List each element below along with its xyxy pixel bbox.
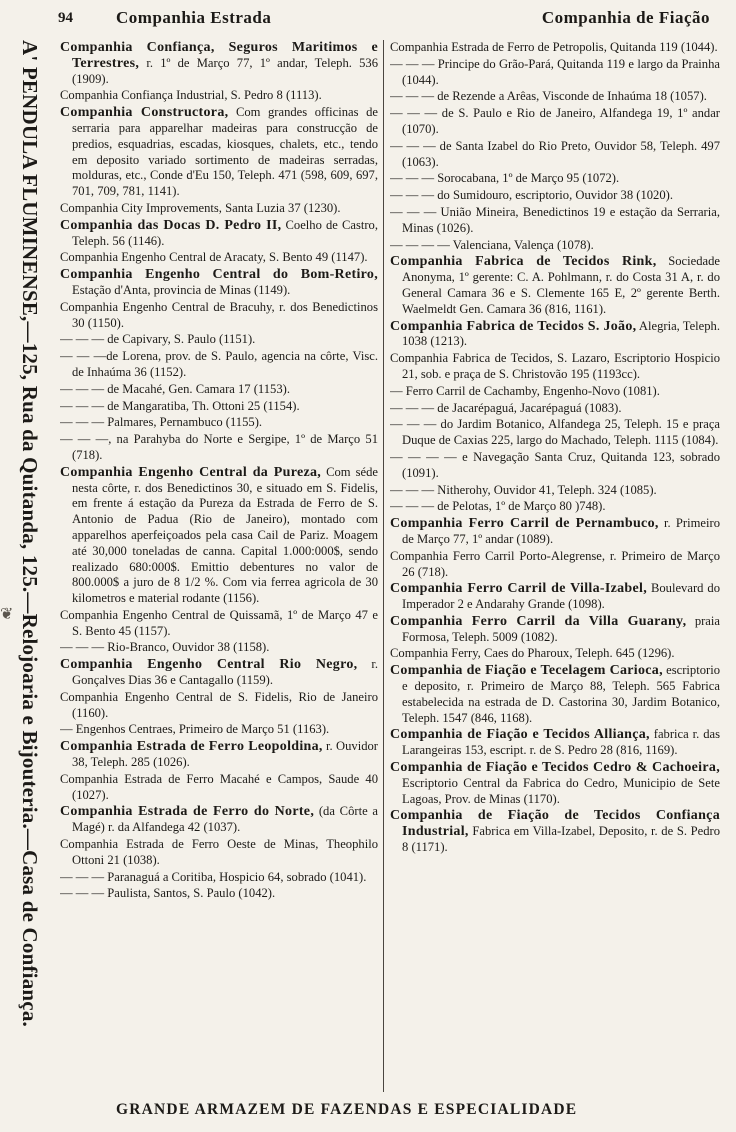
entry-text: — — — do Sumidouro, escriptorio, Ouvidor 38 (1020). — [390, 188, 673, 203]
directory-entry — [60, 739, 378, 771]
entry-text: — — —, na Parahyba do Norte e Sergipe, 1º de Março 51 (718). — [60, 432, 378, 462]
entry-text: — — — de Rezende a Arêas, Visconde de Inhaúma 18 (1057). — [390, 89, 707, 104]
directory-entry — [390, 614, 720, 646]
entry-text: Companhia Ferro Carril Porto-Alegrense, r. Primeiro de Março 26 (718). — [390, 548, 720, 579]
directory-entry — [390, 254, 720, 317]
entry-text: Companhia Estrada de Ferro Macahé e Campos, Saude 40 (1027). — [60, 771, 378, 802]
directory-entry — [60, 690, 378, 722]
entry-heading: Companhia Estrada de Ferro Leopoldina, — [60, 739, 323, 755]
entry-text: Companhia Engenho Central de S. Fidelis, Rio de Janeiro (1160). — [60, 689, 378, 720]
entry-text: Companhia Estrada de Ferro Oeste de Minas, Theophilo Ottoni 21 (1038). — [60, 837, 378, 867]
directory-entry — [60, 465, 378, 607]
entry-heading: Companhia de Fiação e Tecidos Cedro & Cachoeira, — [390, 760, 720, 776]
directory-entry — [390, 401, 720, 417]
entry-heading: Companhia Estrada de Ferro do Norte, — [60, 804, 315, 820]
directory-entry — [60, 300, 378, 332]
entry-text: Fabrica em Villa-Izabel, Deposito, r. de S. Pedro 8 (1171). — [402, 824, 720, 855]
entry-text: Companhia Confiança Industrial, S. Pedro 8 (1113). — [60, 88, 322, 103]
entry-text: Coelho de Castro, Teleph. 56 (1146). — [72, 217, 378, 248]
entry-text: Boulevard do Imperador 2 e Andarahy Grande (1098). — [402, 581, 720, 612]
entry-heading: Companhia Ferro Carril de Villa-Izabel, — [390, 581, 647, 597]
directory-entry — [60, 201, 378, 217]
entry-text: Companhia Fabrica de Tecidos, S. Lazaro, Escriptorio Hospicio 21, sob. e praça de S. Christovão 195 (1193cc). — [390, 351, 720, 381]
entry-heading: Companhia Fabrica de Tecidos Rink, — [390, 254, 657, 270]
entry-heading: Companhia Fabrica de Tecidos S. João, — [390, 318, 637, 334]
entry-text: Sociedade Anonyma, 1º gerente: C. A. Pohlmann, r. do Costa 31 A, r. do General Camara 36 e S. Clemente 165 E, 2º gerente Berth. Waelmeldt Gen. Camara 36 (816, 1161). — [402, 254, 720, 316]
entry-text: Companhia Engenho Central de Aracaty, S. Bento 49 (1147). — [60, 250, 368, 265]
entry-text: r. Ouvidor 38, Teleph. 285 (1026). — [72, 739, 378, 770]
entry-text: r. 1º de Março 77, 1º andar, Teleph. 536 (1909). — [72, 55, 378, 86]
entry-text: r. Primeiro de Março 77, 1º andar (1089). — [402, 516, 720, 546]
directory-entry — [60, 870, 378, 886]
entry-text: praia Formosa, Teleph. 5009 (1082). — [402, 613, 720, 644]
entry-heading: Companhia Ferro Carril de Pernambuco, — [390, 516, 659, 532]
directory-entry — [390, 89, 720, 105]
directory-entry — [390, 40, 720, 56]
directory-entry — [60, 415, 378, 431]
directory-entry — [390, 808, 720, 855]
directory-entry — [60, 640, 378, 656]
entry-heading: Companhia Constructora, — [60, 105, 229, 121]
directory-entry — [390, 188, 720, 204]
entry-text: escriptorio e deposito, r. Primeiro de Março 88, Teleph. 565 Fabrica estabelecida na estrada de D. Castorina 30, Jardim Botanico, Teleph. 1547 (846, 1168). — [402, 663, 720, 725]
footer-advert: GRANDE ARMAZEM DE FAZENDAS E ESPECIALIDADE — [116, 1101, 578, 1118]
directory-entry — [390, 760, 720, 807]
directory-entry — [390, 499, 720, 515]
directory-entry — [390, 450, 720, 482]
entry-text: Companhia Ferry, Caes do Pharoux, Teleph. 645 (1296). — [390, 646, 675, 661]
directory-entry — [60, 105, 378, 200]
column-divider — [383, 40, 384, 1092]
entry-heading: Companhia Engenho Central Rio Negro, — [60, 657, 358, 673]
entry-text: Com séde nesta côrte, r. dos Benedictinos 30, e situado em S. Fidelis, em frente á estação da Pureza da Estrada de Ferro de S. Antonio de Padua (Rio de Janeiro), montado com apparelhos aperfeiçoados pela casa Cail de Pariz. Moagem até 30,000 toneladas de canna. Capital 1.000:000$, sendo realizado 680:000$. Emittio debentures no valor de 800.000$ a juro de 8 1/2 %. Com via ferrea agricola de 30 kilometros e material rodante (1156). — [72, 464, 378, 606]
directory-entry — [60, 722, 378, 738]
entry-text: — — — União Mineira, Benedictinos 19 e estação da Serraria, Minas (1026). — [390, 204, 720, 235]
directory-entry — [60, 250, 378, 266]
directory-entry — [390, 646, 720, 662]
entry-heading: Companhia Engenho Central da Pureza, — [60, 464, 322, 480]
ornament-icon: ❦ — [0, 604, 14, 623]
entry-text: Escriptorio Central da Fabrica do Cedro, Municipio de Sete Lagoas, Prov. de Minas (1170). — [402, 775, 720, 806]
entry-text: — — — de S. Paulo e Rio de Janeiro, Alfandega 19, 1º andar (1070). — [390, 106, 720, 136]
left-column — [60, 40, 378, 1088]
entry-text: — — — de Macahé, Gen. Camara 17 (1153). — [60, 381, 290, 396]
directory-entry — [390, 205, 720, 237]
entry-heading: Companhia de Fiação de Tecidos Confiança Industrial, — [390, 808, 720, 840]
directory-entry — [390, 663, 720, 726]
directory-entry — [60, 886, 378, 902]
entry-text: r. Gonçalves Dias 36 e Cantagallo (1159). — [72, 657, 378, 688]
directory-entry — [390, 581, 720, 613]
directory-entry — [390, 384, 720, 400]
entry-text: — — — Paulista, Santos, S. Paulo (1042). — [60, 886, 276, 901]
sidebar-advert — [10, 40, 50, 1090]
entry-text: — — —de Lorena, prov. de S. Paulo, agencia na côrte, Visc. de Inhaúma 36 (1152). — [60, 349, 378, 379]
directory-entry — [390, 417, 720, 449]
entry-text: — — — — e Navegação Santa Cruz, Quitanda 123, sobrado (1091). — [390, 449, 720, 480]
directory-entry — [60, 432, 378, 464]
directory-entry — [390, 106, 720, 138]
directory-entry — [60, 772, 378, 804]
entry-text: — Engenhos Centraes, Primeiro de Março 51 (1163). — [60, 722, 330, 737]
directory-entry — [390, 238, 720, 254]
right-column — [390, 40, 720, 1088]
entry-text: — — — de Capivary, S. Paulo (1151). — [60, 332, 256, 347]
entry-heading: Companhia Ferro Carril da Villa Guarany, — [390, 613, 687, 629]
entry-text: — — — Nitherohy, Ouvidor 41, Teleph. 324 (1085). — [390, 482, 657, 497]
directory-entry — [390, 727, 720, 759]
entry-text: — — — do Jardim Botanico, Alfandega 25, Teleph. 15 e praça Duque de Caxias 225, largo do Machado, Teleph. 1115 (1084). — [390, 417, 720, 448]
entry-text: — — — Sorocabana, 1º de Março 95 (1072). — [390, 171, 620, 186]
directory-entry — [390, 351, 720, 383]
entry-text: — Ferro Carril de Cachamby, Engenho-Novo (1081). — [390, 383, 660, 398]
entry-text: — — — Rio-Branco, Ouvidor 38 (1158). — [60, 640, 270, 655]
entry-text: — — — de Mangaratiba, Th. Ottoni 25 (1154). — [60, 398, 300, 413]
entry-heading: Companhia de Fiação e Tecelagem Carioca, — [390, 663, 663, 679]
entry-text: — — — Paranaguá a Coritiba, Hospicio 64, sobrado (1041). — [60, 869, 367, 884]
entry-heading: Companhia das Docas D. Pedro II, — [60, 217, 282, 233]
entry-heading: Companhia Confiança, Seguros Maritimos e Terrestres, — [60, 40, 378, 71]
entry-text: Companhia Engenho Central de Bracuhy, r. dos Benedictinos 30 (1150). — [60, 299, 378, 330]
entry-text: — — — — Valenciana, Valença (1078). — [390, 237, 594, 252]
directory-entry — [390, 139, 720, 171]
directory-entry — [60, 382, 378, 398]
entry-text: — — — de Santa Izabel do Rio Preto, Ouvidor 58, Teleph. 497 (1063). — [390, 138, 720, 169]
header-left-title: Companhia Estrada — [116, 8, 272, 27]
entry-text: — — — de Jacarépaguá, Jacarépaguá (1083). — [390, 400, 622, 415]
header-right-title: Companhia de Fiação — [541, 8, 710, 27]
entry-text: Estação d'Anta, provincia de Minas (1149). — [72, 282, 291, 297]
sidebar-advert-text: A' PENDULA FLUMINENSE,—125, Rua da Quitanda, 125.—Relojoaria e Bijouteria.—Casa de Confiança. — [18, 40, 42, 1027]
page-number: 94 — [58, 10, 73, 26]
directory-entry — [60, 608, 378, 640]
directory-entry — [60, 267, 378, 299]
directory-entry — [60, 88, 378, 104]
directory-entry — [60, 657, 378, 689]
directory-entry — [390, 483, 720, 499]
entry-text: Companhia Engenho Central de Quissamã, 1º de Março 47 e S. Bento 45 (1157). — [60, 607, 378, 638]
entry-heading: Companhia de Fiação e Tecidos Alliança, — [390, 727, 650, 743]
directory-entry — [60, 40, 378, 87]
entry-text: — — — Palmares, Pernambuco (1155). — [60, 415, 263, 430]
directory-entry — [390, 57, 720, 89]
directory-entry — [60, 399, 378, 415]
directory-entry — [390, 549, 720, 581]
directory-entry — [60, 804, 378, 836]
entry-text: fabrica r. das Larangeiras 153, escript. r. de S. Pedro 28 (816, 1169). — [402, 727, 720, 758]
entry-text: — — — Principe do Grão-Pará, Quitanda 119 e largo da Prainha (1044). — [390, 56, 720, 87]
entry-text: Companhia Estrada de Ferro de Petropolis, Quitanda 119 (1044). — [390, 40, 718, 54]
entry-text: — — — de Pelotas, 1º de Março 80 )748). — [390, 499, 606, 514]
entry-text: Companhia City Improvements, Santa Luzia 37 (1230). — [60, 200, 341, 215]
directory-entry — [390, 516, 720, 548]
directory-entry — [60, 837, 378, 869]
entry-text: Alegria, Teleph. 1038 (1213). — [402, 318, 720, 349]
directory-entry — [390, 171, 720, 187]
page-header — [58, 8, 718, 34]
directory-entry — [60, 218, 378, 250]
entry-text: Com grandes officinas de serraria para apparelhar madeiras para construcção de predios, esquadrias, escadas, kiosques, chalets, etc., tendo em deposito variado sortimento de madeiras serradas, molduras, etc., Conde d'Eu 150, Teleph. 471 (598, 609, 697, 701, 709, 781, 1141). — [72, 105, 378, 199]
entry-text: (da Côrte a Magé) r. da Alfandega 42 (1037). — [72, 804, 378, 835]
entry-heading: Companhia Engenho Central do Bom-Retiro, — [60, 267, 378, 283]
directory-entry — [390, 319, 720, 351]
directory-entry — [60, 332, 378, 348]
directory-entry — [60, 349, 378, 381]
